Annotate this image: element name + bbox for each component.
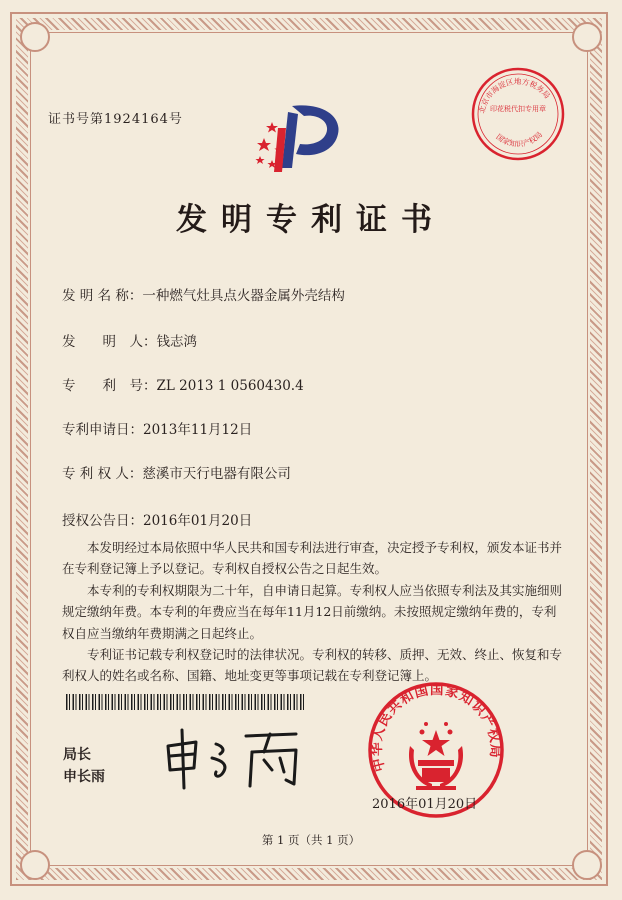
- field-value: ZL 2013 1 0560430.4: [156, 378, 304, 394]
- body-paragraph: 专利证书记载专利权登记时的法律状况。专利权的转移、质押、无效、终止、恢复和专利权人的姓名或名称、国籍、地址变更等事项记载在专利登记簿上。: [62, 647, 563, 684]
- corner-ornament: [20, 22, 50, 52]
- field-label: 专 利 号：: [62, 378, 157, 394]
- field-value: 2016年01月20日: [143, 513, 253, 529]
- field-patentee: [62, 462, 291, 482]
- field-invention-name: [62, 284, 345, 304]
- field-patent-number: [62, 374, 304, 394]
- field-label: 授权公告日：: [62, 513, 143, 529]
- director-block: [63, 744, 105, 788]
- field-value: 慈溪市天行电器有限公司: [142, 466, 291, 482]
- svg-text:国家知识产权局: [494, 130, 544, 149]
- director-title: 局长: [63, 747, 91, 763]
- field-label: 发 明 名 称：: [62, 288, 143, 304]
- body-paragraph: 本发明经过本局依照中华人民共和国专利法进行审查，决定授予专利权，颁发本证书并在专利登记簿上予以登记。专利权自授权公告之日起生效。: [62, 540, 563, 577]
- field-label: 专 利 权 人：: [62, 466, 143, 482]
- field-value: 2013年11月12日: [143, 422, 253, 438]
- corner-ornament: [20, 850, 50, 880]
- field-application-date: [62, 418, 252, 438]
- director-signature: [160, 724, 310, 794]
- field-label: 专利申请日：: [62, 422, 143, 438]
- corner-ornament: [572, 850, 602, 880]
- certificate-number: 证书号第1924164号: [48, 112, 183, 127]
- issue-date: 2016年01月20日: [372, 797, 478, 812]
- field-label: 发 明 人：: [62, 334, 157, 350]
- svg-text:中华人民共和国国家知识产权局: [368, 681, 504, 774]
- field-inventor: [62, 330, 197, 350]
- seal-text: 中华人民共和国国家知识产权局: [368, 681, 504, 774]
- field-value: 钱志鸿: [156, 334, 197, 350]
- director-name: 申长雨: [63, 769, 105, 785]
- patent-office-logo-icon: [252, 98, 348, 178]
- corner-ornament: [572, 22, 602, 52]
- body-paragraph: 本专利的专利权期限为二十年，自申请日起算。专利权人应当依照专利法及其实施细则规定缴纳年费。本专利的年费应当在每年11月12日前缴纳。未按照规定缴纳年费的，专利权自应当缴纳年费期满之日起终止。: [62, 582, 563, 641]
- page-number: 第 1 页（共 1 页）: [261, 833, 361, 847]
- barcode: [66, 694, 306, 710]
- field-grant-date: [62, 509, 252, 529]
- small-seal-bottom-text: 国家知识产权局: [494, 130, 545, 149]
- certificate-body: [62, 537, 562, 687]
- field-value: 一种燃气灶具点火器金属外壳结构: [142, 288, 345, 304]
- document-title: 发明专利证书: [176, 202, 446, 238]
- small-seal-top-text: 北京市海淀区地方税务局: [477, 76, 552, 115]
- small-seal-middle-text: 印花税代扣专用章: [490, 105, 546, 113]
- tax-stamp-seal: [470, 66, 566, 162]
